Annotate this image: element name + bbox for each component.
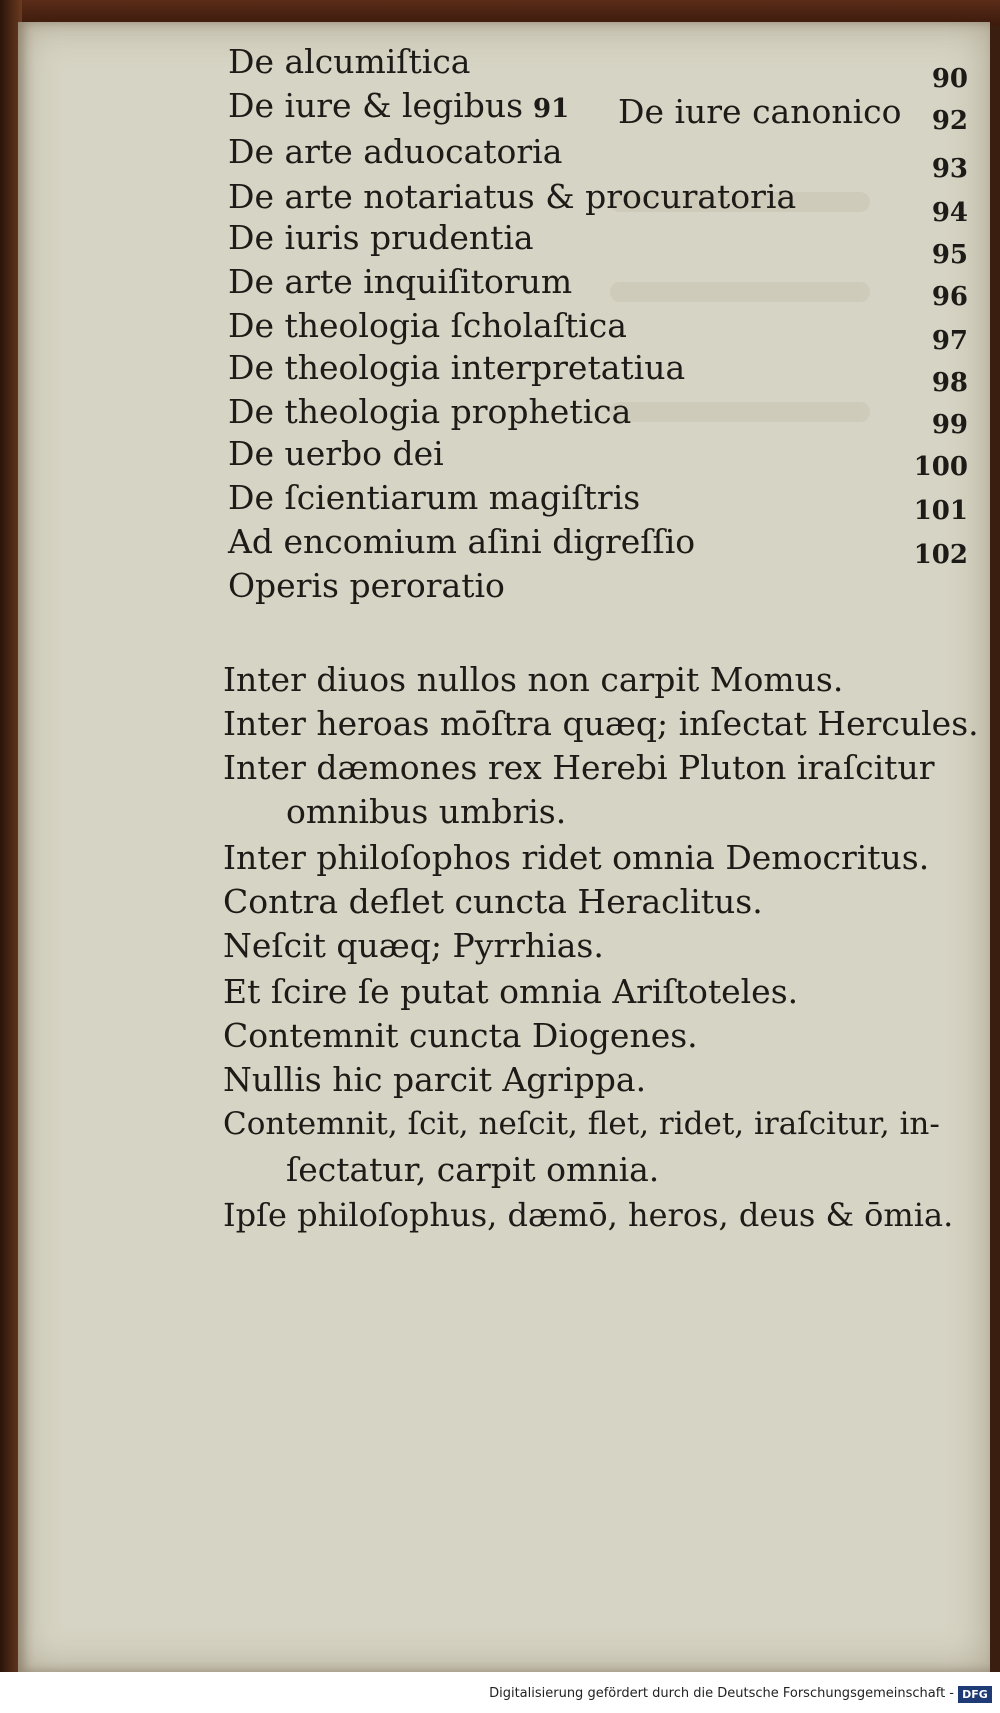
book-page (18, 22, 990, 1672)
verse-line: Contemnit cuncta Diogenes. (223, 1016, 698, 1055)
verse-line: Neſcit quæq; Pyrrhias. (223, 926, 604, 965)
verse-line: Nullis hic parcit Agrippa. (223, 1060, 647, 1099)
toc-entry: De ſcientiarum magiſtris (228, 478, 641, 517)
toc-page-number: 97 (931, 326, 968, 356)
verse-line: Inter heroas mōſtra quæq; inſectat Hercules. (223, 704, 979, 743)
toc-page-number: 99 (931, 410, 968, 440)
verse-line: Et ſcire ſe putat omnia Ariſtoteles. (223, 972, 799, 1011)
verse-line: omnibus umbris. (286, 792, 567, 831)
toc-entry: De theologia prophetica (228, 392, 632, 431)
toc-page-number: 98 (931, 368, 968, 398)
toc-page-number: 94 (931, 198, 968, 228)
toc-page-number: 102 (913, 540, 968, 570)
toc-entry-inline: De iure canonico (618, 92, 902, 131)
toc-entry: Operis peroratio (228, 566, 505, 605)
toc-page-number: 92 (931, 106, 968, 136)
verse-line: Ipſe philoſophus, dæmō, heros, deus & ōmia. (223, 1196, 954, 1234)
verse-line: Contra deflet cuncta Heraclitus. (223, 882, 763, 921)
toc-entry: De iure & legibus (228, 86, 524, 125)
verse-line: Inter dæmones rex Herebi Pluton iraſcitur (223, 748, 935, 787)
toc-entry: De arte notariatus & procuratoria (228, 177, 797, 216)
toc-page-number: 93 (931, 154, 968, 184)
show-through (610, 282, 870, 302)
toc-entry: De arte inquiſitorum (228, 262, 573, 301)
toc-entry: De uerbo dei (228, 434, 444, 473)
toc-entry: De theologia interpretatiua (228, 348, 686, 387)
toc-page-number: 90 (931, 64, 968, 94)
footer-credit: Digitalisierung gefördert durch die Deutsche Forschungsgemeinschaft - (489, 1686, 954, 1701)
verse-line: Inter philoſophos ridet omnia Democritus. (223, 838, 930, 877)
verse-line: ſectatur, carpit omnia. (286, 1150, 660, 1189)
show-through (610, 402, 870, 422)
toc-entry: De theologia ſcholaſtica (228, 306, 627, 345)
toc-page-number: 100 (913, 452, 968, 482)
digitization-footer (0, 1672, 1000, 1713)
dfg-logo-icon: DFG (958, 1686, 992, 1703)
toc-page-number: 96 (931, 282, 968, 312)
toc-page-number: 101 (913, 496, 968, 526)
toc-entry: Ad encomium aſini digreſſio (228, 522, 696, 561)
toc-entry: De iuris prudentia (228, 218, 534, 257)
toc-page-number: 95 (931, 240, 968, 270)
toc-page-number: 91 (533, 94, 570, 124)
toc-entry: De arte aduocatoria (228, 132, 563, 171)
verse-line: Contemnit, ſcit, neſcit, flet, ridet, iraſcitur, in- (223, 1106, 940, 1142)
toc-entry: De alcumiſtica (228, 42, 471, 81)
verse-line: Inter diuos nullos non carpit Momus. (223, 660, 844, 699)
